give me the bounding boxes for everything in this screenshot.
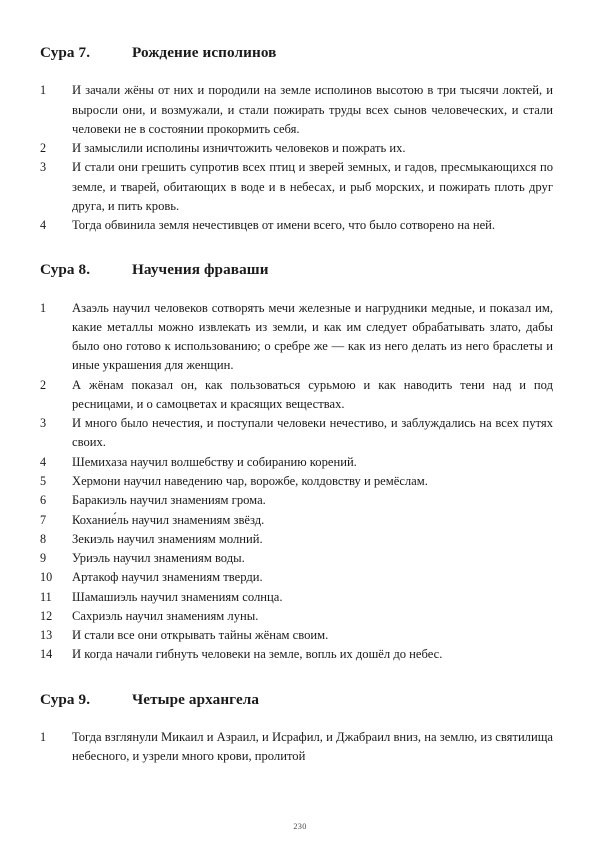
verse-number: 1 [40,729,47,744]
verse-text: Баракиэль научил знамениям грома. [72,493,266,508]
verse-item [40,81,553,139]
sura-heading [40,691,553,709]
verse-item [40,728,553,767]
verse-item [40,607,553,626]
verse-text: И стали все они открывать тайны жёнам своим. [72,628,329,643]
verse-text: Шамашиэль научил знамениям солнца. [72,589,283,604]
verse-number: 1 [40,300,47,315]
verse-text: И когда начали гибнуть человеки на земле, вопль их дошёл до небес. [72,647,443,662]
verse-item [40,158,553,216]
sura-number-label: Сура 9. [40,690,91,708]
verse-text: И зачали жёны от них и породили на земле исполинов высотою в три тысячи локтей, и выросли они, и возмужали, и стали пожирать труды всех сынов человеческих, и стали человеки не в состоянии прокормить себя. [72,83,553,136]
verse-number: 14 [40,647,53,662]
verse-item [40,511,553,530]
verse-number: 7 [40,512,47,527]
verse-item [40,472,553,491]
verse-item [40,453,553,472]
verse-item [40,588,553,607]
verse-item [40,549,553,568]
verse-number: 13 [40,628,53,643]
verse-list [40,299,553,665]
verse-item [40,139,553,158]
sura-heading [40,44,553,62]
verse-number: 3 [40,160,47,175]
sura-number-label: Сура 8. [40,261,91,279]
verse-text: Артакоф научил знамениям тверди. [72,570,263,585]
verse-text: И стали они грешить супротив всех птиц и зверей земных, и гадов, пресмыкающихся по земле, и тварей, обитающих в воде и в небесах, и рыб морских, и пожирать плоть друг друга, и пить кровь. [72,160,553,213]
verse-text: Тогда обвинила земля нечестивцев от имени всего, что было сотворено на ней. [72,218,496,233]
verse-number: 3 [40,416,47,431]
sura-section [40,261,553,664]
verse-item [40,376,553,415]
verse-number: 4 [40,454,47,469]
sura-section [40,44,553,235]
sura-number-label: Сура 7. [40,44,91,61]
sura-title: Рождение исполинов [132,44,277,61]
verse-number: 4 [40,218,47,233]
sura-section [40,691,553,767]
verse-text: Уриэль научил знамениям воды. [72,551,245,566]
verse-text: Хермони научил наведению чар, ворожбе, колдовству и ремёслам. [72,473,428,488]
verse-item [40,491,553,510]
verse-number: 2 [40,377,47,392]
verse-text: Шемихаза научил волшебству и собиранию корений. [72,454,357,469]
verse-list [40,728,553,767]
sura-heading [40,261,553,279]
verse-number: 11 [40,589,52,604]
verse-text: Азаэль научил человеков сотворять мечи железные и нагрудники медные, и показал им, какие металлы можно извлекать из земли, и как им следует обрабатывать злато, дабы было оно готово к использованию; о сребре же — как из него делать из него браслеты и иные украшения для женщин. [72,300,553,373]
verse-list [40,81,553,235]
verse-item [40,414,553,453]
verse-text: Кохание́ль научил знамениям звёзд. [72,512,265,527]
verse-number: 2 [40,141,47,156]
sura-title: Четыре архангела [132,690,260,708]
page-number: 230 [293,822,307,831]
verse-number: 1 [40,83,47,98]
verse-text: Сахриэль научил знамениям луны. [72,608,259,623]
verse-number: 8 [40,531,47,546]
verse-item [40,299,553,376]
verse-text: И замыслили исполины изничтожить человеков и пожрать их. [72,141,406,156]
page-content [40,44,553,766]
verse-item [40,645,553,664]
verse-text: А жёнам показал он, как пользоваться сурьмою и как наводить тени над и под ресницами, и о самоцветах и красящих веществах. [72,377,553,411]
sura-title: Научения фраваши [132,261,269,279]
verse-text: И много было нечестия, и поступали человеки нечестиво, и заблуждались на всех путях своих. [72,416,553,450]
verse-item [40,626,553,645]
verse-text: Тогда взглянули Микаил и Азраил, и Исрафил, и Джабраил вниз, на землю, из святилища небесного, и узрели много крови, пролитой [72,729,553,764]
verse-item [40,568,553,587]
verse-item [40,530,553,549]
verse-text: Зекиэль научил знамениям молний. [72,531,263,546]
verse-number: 12 [40,608,53,623]
verse-number: 6 [40,493,47,508]
verse-item [40,216,553,235]
verse-number: 5 [40,473,47,488]
verse-number: 10 [40,570,53,585]
verse-number: 9 [40,551,47,566]
